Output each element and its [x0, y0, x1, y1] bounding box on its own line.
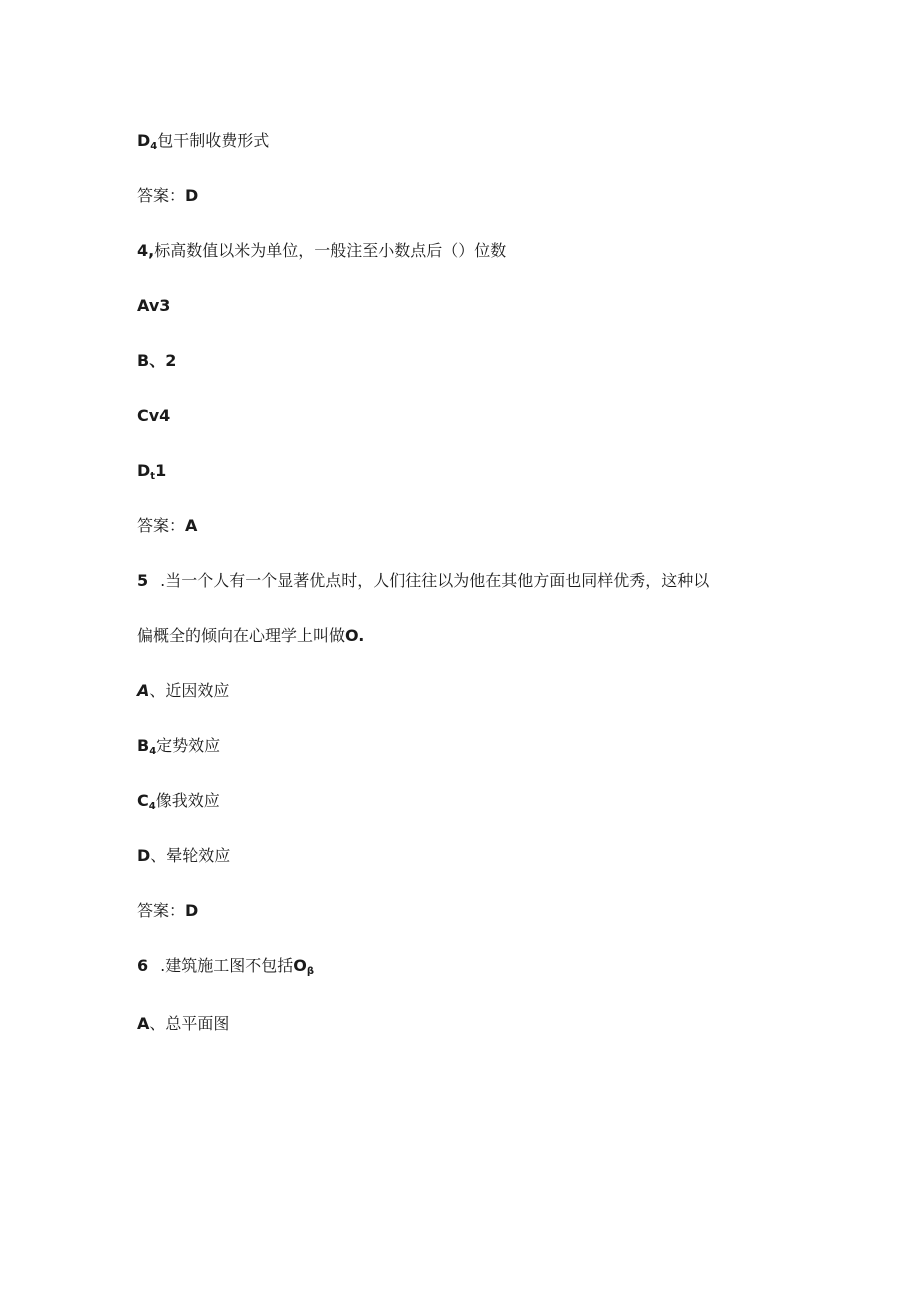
q4-option-a: Av3 — [137, 296, 171, 315]
q5-option-c: C4像我效应 — [137, 791, 220, 812]
q3-option-d: D4包干制收费形式 — [137, 131, 270, 152]
q5-option-b: B4定势效应 — [137, 736, 221, 757]
q4-option-b: B、2 — [137, 351, 177, 370]
q4-question: 4,标高数值以米为单位，一般注至小数点后（）位数 — [137, 241, 507, 260]
q6-option-a: A、总平面图 — [137, 1014, 230, 1033]
q5-question-line2: 偏概全的倾向在心理学上叫做O. — [137, 626, 365, 645]
q6-question: 6 .建筑施工图不包括Oβ — [137, 956, 315, 977]
q5-question-line1: 5 .当一个人有一个显著优点时，人们往往以为他在其他方面也同样优秀，这种以 — [137, 571, 710, 590]
q3-answer: 答案：D — [137, 186, 199, 205]
q5-option-a: A、近因效应 — [137, 681, 230, 700]
q5-option-d: D、晕轮效应 — [137, 846, 231, 865]
q4-answer: 答案：A — [137, 516, 198, 535]
q4-option-c: Cv4 — [137, 406, 171, 425]
q4-option-d: Dt1 — [137, 461, 167, 482]
q5-answer: 答案：D — [137, 901, 199, 920]
